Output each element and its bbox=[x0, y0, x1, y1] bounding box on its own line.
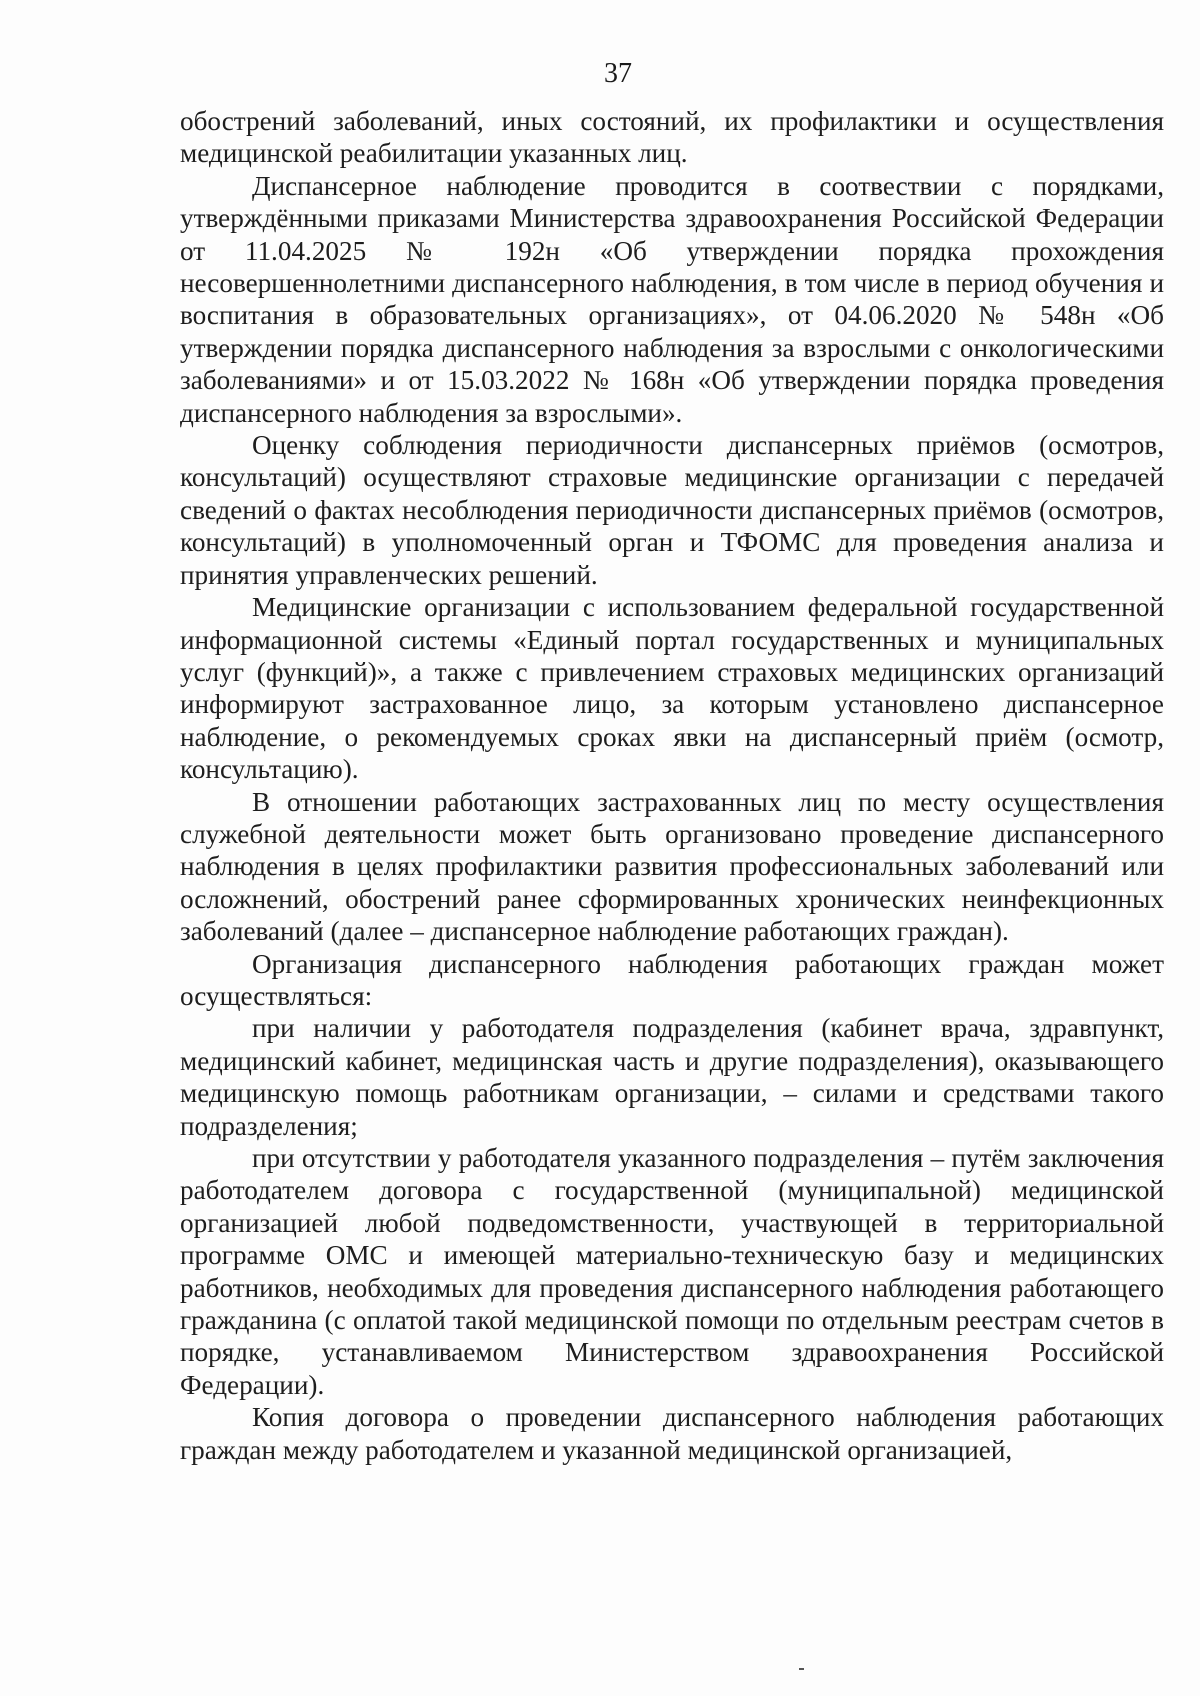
paragraph-periodicity-assessment: Оценку соблюдения периодичности диспансерных приёмов (осмотров, консультаций) осуществляют страховые медицинские организации с передачей сведений о фактах несоблюдения периодичности диспансерных приёмов (осмотров, консультаций) в уполномоченный орган и ТФОМС для проведения анализа и принятия управленческих решений. bbox=[180, 430, 1164, 590]
paragraph-informing: Медицинские организации с использованием федеральной государственной информационной системы «Единый портал государственных и муниципальных услуг (функций)», а также с привлечением страховых медицинских организаций информируют застрахованное лицо, за которым установлено диспансерное наблюдение, о рекомендуемых сроках явки на диспансерный приём (осмотр, консультацию). bbox=[180, 592, 1164, 785]
paragraph-organization-intro: Организация диспансерного наблюдения работающих граждан может осуществляться: bbox=[180, 948, 1164, 1011]
list-item-with-subdivision: при наличии у работодателя подразделения (кабинет врача, здравпункт, медицинский кабинет, медицинская часть и другие подразделения), оказывающего медицинскую помощь работникам организации, – силами и средствами такого подразделения; bbox=[180, 1013, 1164, 1141]
paragraph-working-citizens: В отношении работающих застрахованных лиц по месту осуществления служебной деятельности может быть организовано проведение диспансерного наблюдения в целях профилактики развития профессиональных заболеваний или осложнений, обострений ранее сформированных хронических неинфекционных заболеваний (далее – диспансерное наблюдение работающих граждан). bbox=[180, 786, 1164, 947]
list-item-without-subdivision: при отсутствии у работодателя указанного подразделения – путём заключения работодателем договора с государственной (муниципальной) медицинской организацией любой подведомственности, участвующей в территориальной программе ОМС и имеющей материально-техническую базу и медицинских работников, необходимых для проведения диспансерного наблюдения работающего гражданина (с оплатой такой медицинской помощи по отдельным реестрам счетов в порядке, устанавливаемом Министерством здравоохранения Российской Федерации). bbox=[180, 1143, 1164, 1400]
body-text bbox=[180, 105, 1164, 1466]
page-number: 37 bbox=[604, 58, 632, 89]
paragraph-continuation: обострений заболеваний, иных состояний, их профилактики и осуществления медицинской реабилитации указанных лиц. bbox=[180, 106, 1164, 169]
paragraph-dispensary-orders: Диспансерное наблюдение проводится в соотвествии с порядками, утверждёнными приказами Министерства здравоохранения Российской Федерации от 11.04.2025 № 192н «Об утверждении порядка прохождения несовершеннолетними диспансерного наблюдения, в том числе в период обучения и воспитания в образовательных организациях», от 04.06.2020 № 548н «Об утверждении порядка диспансерного наблюдения за взрослыми с онкологическими заболеваниями» и от 15.03.2022 № 168н «Об утверждении порядка проведения диспансерного наблюдения за взрослыми». bbox=[180, 170, 1164, 428]
paragraph-contract-copy: Копия договора о проведении диспансерного наблюдения работающих граждан между работодателем и указанной медицинской организацией, bbox=[180, 1402, 1164, 1465]
scan-speck bbox=[799, 1668, 804, 1670]
